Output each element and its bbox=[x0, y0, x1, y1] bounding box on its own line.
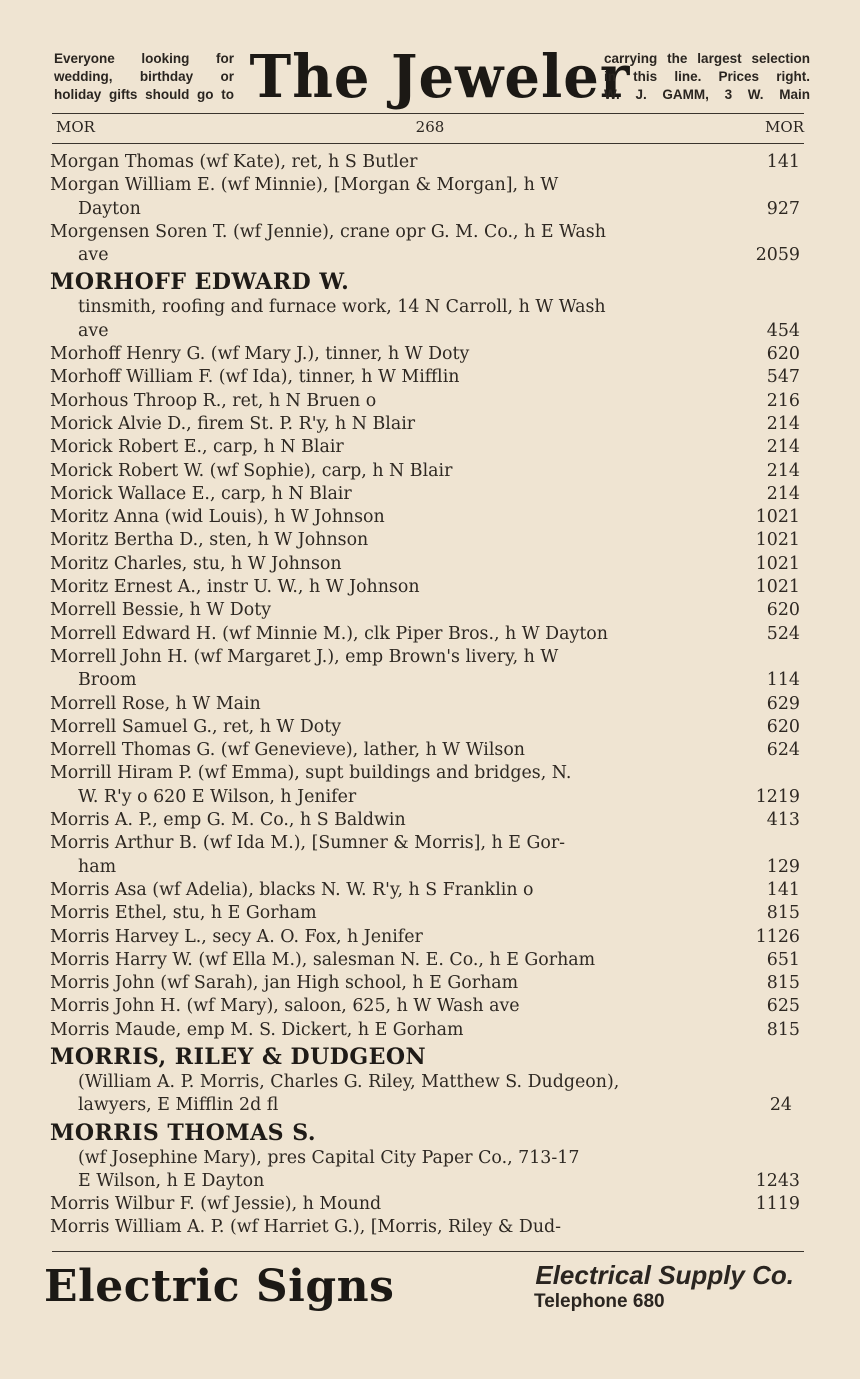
entry-number: 24 bbox=[769, 1095, 792, 1116]
entry-line bbox=[50, 739, 800, 762]
entry-text: Morhous Throop R., ret, h N Bruen o bbox=[50, 390, 377, 411]
entry-number: 214 bbox=[766, 437, 800, 458]
entry-text: Moritz Anna (wid Louis), h W Johnson bbox=[50, 507, 385, 528]
entry-text: Morick Robert W. (wf Sophie), carp, h N Blair bbox=[50, 460, 453, 481]
directory-entry bbox=[50, 1071, 800, 1118]
directory-heading bbox=[50, 268, 800, 296]
directory-entry bbox=[50, 716, 800, 739]
entry-line bbox=[50, 1193, 800, 1216]
running-head-left: MOR bbox=[56, 118, 95, 136]
page-number: 268 bbox=[415, 118, 445, 136]
directory-entry bbox=[50, 1019, 800, 1042]
entry-number: 1219 bbox=[755, 786, 800, 807]
entry-text: Morris A. P., emp G. M. Co., h S Baldwin bbox=[50, 810, 406, 831]
footer-ad-company: Electrical Supply Co. bbox=[535, 1260, 794, 1290]
entry-text: ave bbox=[78, 320, 109, 341]
directory-entry bbox=[50, 949, 800, 972]
entry-text: Moritz Bertha D., sten, h W Johnson bbox=[50, 530, 369, 551]
directory-entry bbox=[50, 151, 800, 174]
entry-text: Morris William A. P. (wf Harriet G.), [Morris, Riley & Dud- bbox=[50, 1217, 562, 1238]
header-ad-right-blurb bbox=[604, 50, 810, 104]
header-rule-top bbox=[52, 113, 804, 114]
footer-advertisement bbox=[44, 1256, 804, 1326]
entry-line bbox=[50, 1019, 800, 1042]
entry-line bbox=[50, 716, 800, 739]
entry-number: 1243 bbox=[755, 1170, 800, 1191]
directory-entry bbox=[50, 460, 800, 483]
entry-line bbox=[50, 244, 800, 267]
entry-text: Morris John H. (wf Mary), saloon, 625, h W Wash ave bbox=[50, 996, 520, 1017]
entry-number: 2059 bbox=[755, 245, 800, 266]
entry-text: (wf Josephine Mary), pres Capital City Paper Co., 713-17 bbox=[78, 1147, 580, 1168]
entry-line bbox=[50, 320, 800, 343]
directory-heading bbox=[50, 1043, 800, 1071]
entry-line bbox=[50, 949, 800, 972]
entry-text: ave bbox=[78, 245, 109, 266]
entry-number: 141 bbox=[766, 152, 800, 172]
entry-number: 927 bbox=[766, 198, 800, 219]
entry-number: 1021 bbox=[755, 507, 800, 528]
entry-number: 1126 bbox=[755, 926, 800, 947]
header-ad-left-line: holiday gifts should go to bbox=[54, 87, 234, 102]
header-ad-brand: The Jeweler bbox=[249, 42, 631, 112]
entry-line bbox=[50, 972, 800, 995]
entry-line bbox=[50, 460, 800, 483]
entry-text: Dayton bbox=[78, 198, 141, 219]
directory-listing bbox=[50, 151, 800, 1240]
entry-line bbox=[50, 529, 800, 552]
entry-text: tinsmith, roofing and furnace work, 14 N Carroll, h W Wash bbox=[78, 297, 606, 318]
entry-line bbox=[50, 879, 800, 902]
entry-line bbox=[50, 646, 800, 669]
entry-line bbox=[50, 343, 800, 366]
header-ad-left-blurb bbox=[54, 50, 234, 104]
entry-text: Morris Ethel, stu, h E Gorham bbox=[50, 903, 317, 924]
directory-entry bbox=[50, 221, 800, 268]
entry-line bbox=[50, 809, 800, 832]
entry-text: (William A. P. Morris, Charles G. Riley, Matthew S. Dudgeon), bbox=[78, 1071, 620, 1092]
running-head bbox=[56, 118, 804, 138]
entry-line bbox=[50, 174, 800, 197]
entry-number: 1021 bbox=[755, 530, 800, 551]
entry-line bbox=[50, 296, 800, 319]
entry-line bbox=[50, 1094, 800, 1117]
entry-number: 114 bbox=[766, 670, 800, 691]
entry-text: Morris John (wf Sarah), jan High school, h E Gorham bbox=[50, 973, 519, 994]
entry-line bbox=[50, 151, 800, 174]
entry-number: 620 bbox=[766, 716, 800, 737]
entry-number: 625 bbox=[766, 996, 800, 1017]
directory-entry bbox=[50, 506, 800, 529]
directory-entry bbox=[50, 174, 800, 221]
directory-entry bbox=[50, 1193, 800, 1216]
entry-line bbox=[50, 1170, 800, 1193]
entry-number: 141 bbox=[766, 879, 800, 900]
directory-entry bbox=[50, 413, 800, 436]
directory-entry bbox=[50, 739, 800, 762]
entry-text: Morris Harvey L., secy A. O. Fox, h Jenifer bbox=[50, 926, 423, 947]
entry-text: Morick Wallace E., carp, h N Blair bbox=[50, 483, 352, 504]
directory-entry bbox=[50, 599, 800, 622]
entry-text: Morhoff Henry G. (wf Mary J.), tinner, h W Doty bbox=[50, 344, 470, 365]
entry-number: 815 bbox=[766, 1019, 800, 1040]
directory-entry bbox=[50, 483, 800, 506]
directory-entry bbox=[50, 995, 800, 1018]
entry-line bbox=[50, 786, 800, 809]
entry-line bbox=[50, 198, 800, 221]
directory-entry bbox=[50, 902, 800, 925]
entry-number: 651 bbox=[766, 949, 800, 970]
entry-text: Moritz Charles, stu, h W Johnson bbox=[50, 553, 342, 574]
directory-entry bbox=[50, 693, 800, 716]
entry-number: 214 bbox=[766, 413, 800, 434]
entry-text: Morris Wilbur F. (wf Jessie), h Mound bbox=[50, 1194, 382, 1215]
entry-number: 214 bbox=[766, 460, 800, 481]
directory-entry bbox=[50, 436, 800, 459]
entry-number: 624 bbox=[766, 740, 800, 761]
entry-line bbox=[50, 599, 800, 622]
entry-number: 1119 bbox=[755, 1194, 800, 1215]
entry-line bbox=[50, 483, 800, 506]
entry-text: Morick Alvie D., firem St. P. R'y, h N Blair bbox=[50, 413, 416, 434]
entry-text: Moritz Ernest A., instr U. W., h W Johnson bbox=[50, 577, 420, 598]
entry-line bbox=[50, 832, 800, 855]
entry-text: Morick Robert E., carp, h N Blair bbox=[50, 437, 344, 458]
entry-text: Morris Asa (wf Adelia), blacks N. W. R'y, h S Franklin o bbox=[50, 879, 534, 900]
entry-number: 547 bbox=[766, 367, 800, 388]
heading-line bbox=[50, 1043, 800, 1071]
entry-text: ham bbox=[78, 856, 117, 877]
entry-number: 454 bbox=[766, 320, 800, 341]
directory-entry bbox=[50, 623, 800, 646]
header-advertisement bbox=[52, 44, 810, 110]
header-ad-right-line: W. J. GAMM, 3 W. Main bbox=[604, 87, 810, 102]
entry-text: Morris Maude, emp M. S. Dickert, h E Gorham bbox=[50, 1019, 464, 1040]
heading-line bbox=[50, 1119, 800, 1147]
footer-ad-phone: Telephone 680 bbox=[534, 1291, 665, 1312]
directory-entry bbox=[50, 1216, 800, 1239]
header-ad-right-line: carrying the largest selection bbox=[604, 51, 810, 66]
entry-text: Morgensen Soren T. (wf Jennie), crane opr G. M. Co., h E Wash bbox=[50, 221, 606, 242]
entry-text: W. R'y o 620 E Wilson, h Jenifer bbox=[78, 786, 357, 807]
entry-line bbox=[50, 1071, 800, 1094]
entry-number: 629 bbox=[766, 693, 800, 714]
entry-text: Morrell Rose, h W Main bbox=[50, 693, 261, 714]
entry-line bbox=[50, 995, 800, 1018]
directory-entry bbox=[50, 366, 800, 389]
directory-entry bbox=[50, 529, 800, 552]
entry-text: lawyers, E Mifflin 2d fl bbox=[78, 1095, 279, 1116]
entry-text: Morris Arthur B. (wf Ida M.), [Sumner & Morris], h E Gor- bbox=[50, 833, 566, 854]
header-ad-left-line: Everyone looking for bbox=[54, 51, 234, 66]
directory-entry bbox=[50, 926, 800, 949]
entry-line bbox=[50, 669, 800, 692]
entry-number: 620 bbox=[766, 344, 800, 365]
entry-text: Morgan William E. (wf Minnie), [Morgan & Morgan], h W bbox=[50, 175, 559, 196]
entry-number: 815 bbox=[766, 903, 800, 924]
directory-entry bbox=[50, 762, 800, 809]
directory-entry bbox=[50, 576, 800, 599]
entry-line bbox=[50, 902, 800, 925]
heading-text: MORRIS THOMAS S. bbox=[50, 1119, 316, 1146]
directory-entry bbox=[50, 343, 800, 366]
entry-number: 1021 bbox=[755, 553, 800, 574]
entry-number: 524 bbox=[766, 623, 800, 644]
entry-line bbox=[50, 856, 800, 879]
entry-line bbox=[50, 623, 800, 646]
entry-text: E Wilson, h E Dayton bbox=[78, 1170, 265, 1191]
header-ad-left-line: wedding, birthday or bbox=[54, 69, 234, 84]
entry-line bbox=[50, 1216, 800, 1239]
entry-line bbox=[50, 221, 800, 244]
running-head-right: MOR bbox=[765, 118, 804, 136]
directory-entry bbox=[50, 390, 800, 413]
directory-entry bbox=[50, 879, 800, 902]
entry-text: Morgan Thomas (wf Kate), ret, h S Butler bbox=[50, 152, 418, 172]
heading-text: MORRIS, RILEY & DUDGEON bbox=[50, 1043, 427, 1070]
entry-number: 815 bbox=[766, 973, 800, 994]
directory-heading bbox=[50, 1119, 800, 1147]
entry-line bbox=[50, 693, 800, 716]
entry-text: Morrell Bessie, h W Doty bbox=[50, 600, 272, 621]
directory-entry bbox=[50, 553, 800, 576]
entry-line bbox=[50, 390, 800, 413]
entry-number: 216 bbox=[766, 390, 800, 411]
directory-entry bbox=[50, 972, 800, 995]
entry-line bbox=[50, 926, 800, 949]
entry-line bbox=[50, 366, 800, 389]
directory-entry bbox=[50, 832, 800, 879]
header-rule-bottom bbox=[52, 143, 804, 144]
entry-text: Morrell John H. (wf Margaret J.), emp Brown's livery, h W bbox=[50, 646, 559, 667]
entry-line bbox=[50, 1147, 800, 1170]
entry-line bbox=[50, 553, 800, 576]
footer-rule bbox=[52, 1251, 804, 1252]
entry-line bbox=[50, 413, 800, 436]
footer-ad-headline: Electric Signs bbox=[44, 1261, 395, 1312]
entry-text: Morrell Thomas G. (wf Genevieve), lather, h W Wilson bbox=[50, 740, 525, 761]
entry-number: 1021 bbox=[755, 577, 800, 598]
entry-number: 129 bbox=[766, 856, 800, 877]
entry-number: 620 bbox=[766, 600, 800, 621]
entry-text: Morhoff William F. (wf Ida), tinner, h W Mifflin bbox=[50, 367, 460, 388]
entry-text: Morrell Edward H. (wf Minnie M.), clk Piper Bros., h W Dayton bbox=[50, 623, 608, 644]
heading-line bbox=[50, 268, 800, 296]
header-ad-right-line: in this line. Prices right. bbox=[604, 69, 810, 84]
directory-entry bbox=[50, 296, 800, 343]
directory-entry bbox=[50, 1147, 800, 1194]
heading-text: MORHOFF EDWARD W. bbox=[50, 269, 350, 296]
entry-number: 214 bbox=[766, 483, 800, 504]
entry-text: Broom bbox=[78, 670, 137, 691]
entry-line bbox=[50, 762, 800, 785]
directory-entry bbox=[50, 809, 800, 832]
entry-number: 413 bbox=[766, 810, 800, 831]
entry-text: Morrell Samuel G., ret, h W Doty bbox=[50, 716, 342, 737]
entry-text: Morrill Hiram P. (wf Emma), supt buildings and bridges, N. bbox=[50, 763, 572, 784]
entry-line bbox=[50, 576, 800, 599]
entry-line bbox=[50, 506, 800, 529]
entry-line bbox=[50, 436, 800, 459]
directory-entry bbox=[50, 646, 800, 693]
entry-text: Morris Harry W. (wf Ella M.), salesman N. E. Co., h E Gorham bbox=[50, 949, 596, 970]
